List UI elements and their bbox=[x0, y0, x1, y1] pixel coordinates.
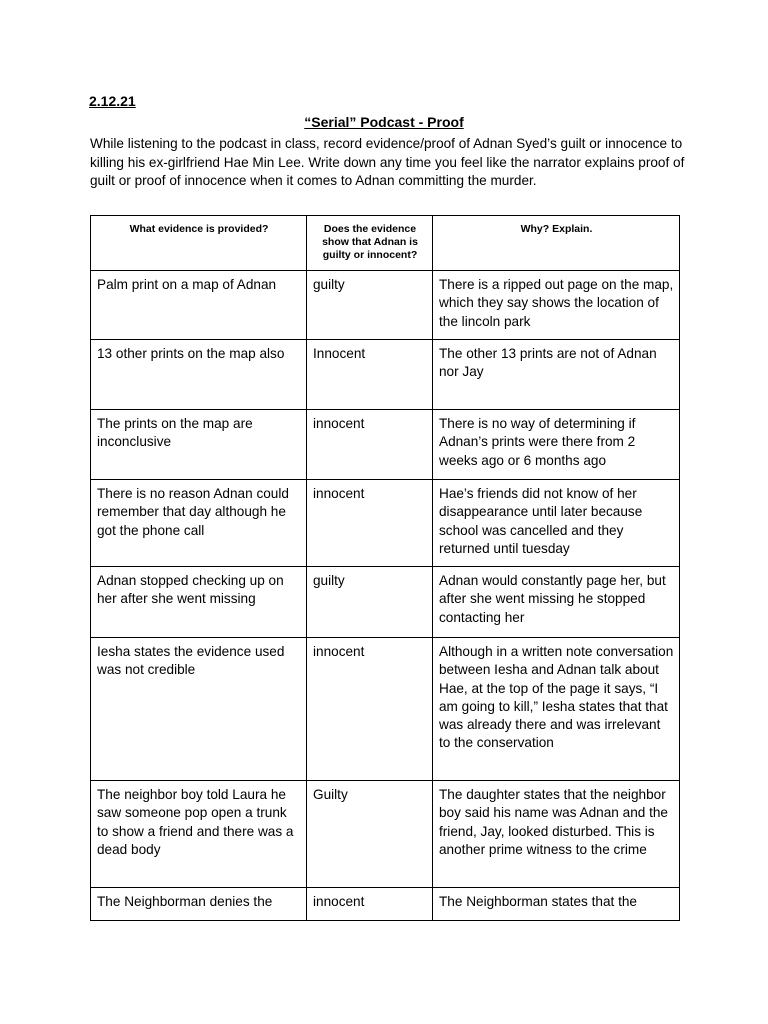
verdict-cell: innocent bbox=[307, 888, 433, 921]
table-row bbox=[91, 888, 680, 921]
table-row bbox=[91, 271, 680, 340]
verdict-cell: Innocent bbox=[307, 340, 433, 410]
explain-cell: The Neighborman states that the bbox=[433, 888, 680, 921]
verdict-cell: Guilty bbox=[307, 781, 433, 888]
verdict-cell: guilty bbox=[307, 567, 433, 638]
verdict-cell: innocent bbox=[307, 480, 433, 567]
evidence-table bbox=[90, 215, 680, 921]
explain-cell: Although in a written note conversation between Iesha and Adnan talk about Hae, at the top of the page it says, “I am going to kill,” Iesha states that that was already there and was irrelevant to the conservation bbox=[433, 638, 680, 781]
table-row bbox=[91, 638, 680, 781]
verdict-cell: innocent bbox=[307, 638, 433, 781]
explain-cell: Hae’s friends did not know of her disappearance until later because school was cancelled and they returned until tuesday bbox=[433, 480, 680, 567]
table-row bbox=[91, 567, 680, 638]
verdict-cell: innocent bbox=[307, 410, 433, 480]
explain-cell: The other 13 prints are not of Adnan nor Jay bbox=[433, 340, 680, 410]
evidence-cell: Palm print on a map of Adnan bbox=[91, 271, 307, 340]
table-row bbox=[91, 340, 680, 410]
explain-cell: The daughter states that the neighbor boy said his name was Adnan and the friend, Jay, looked disturbed. This is another prime witness to the crime bbox=[433, 781, 680, 888]
evidence-cell: Iesha states the evidence used was not credible bbox=[91, 638, 307, 781]
table-header-row bbox=[91, 216, 680, 271]
explain-cell: There is a ripped out page on the map, which they say shows the location of the lincoln park bbox=[433, 271, 680, 340]
explain-cell: There is no way of determining if Adnan’s prints were there from 2 weeks ago or 6 months ago bbox=[433, 410, 680, 480]
column-header-explain: Why? Explain. bbox=[433, 216, 680, 271]
table-row bbox=[91, 480, 680, 567]
evidence-cell: There is no reason Adnan could remember that day although he got the phone call bbox=[91, 480, 307, 567]
column-header-verdict: Does the evidence show that Adnan is guilty or innocent? bbox=[307, 216, 433, 271]
instructions-paragraph: While listening to the podcast in class, record evidence/proof of Adnan Syed’s guilt or innocence to killing his ex-girlfriend Hae Min Lee. Write down any time you feel like the narrator explains proof of guilt or proof of innocence when it comes to Adnan committing the murder. bbox=[90, 136, 685, 189]
table-row bbox=[91, 781, 680, 888]
document-title: “Serial” Podcast - Proof bbox=[304, 114, 464, 130]
table-row bbox=[91, 410, 680, 480]
verdict-cell: guilty bbox=[307, 271, 433, 340]
evidence-cell: The neighbor boy told Laura he saw someone pop open a trunk to show a friend and there was a dead body bbox=[91, 781, 307, 888]
evidence-cell: The Neighborman denies the bbox=[91, 888, 307, 921]
evidence-cell: 13 other prints on the map also bbox=[91, 340, 307, 410]
evidence-cell: Adnan stopped checking up on her after she went missing bbox=[91, 567, 307, 638]
evidence-cell: The prints on the map are inconclusive bbox=[91, 410, 307, 480]
document-date: 2.12.21 bbox=[89, 93, 136, 109]
explain-cell: Adnan would constantly page her, but after she went missing he stopped contacting her bbox=[433, 567, 680, 638]
column-header-evidence: What evidence is provided? bbox=[91, 216, 307, 271]
